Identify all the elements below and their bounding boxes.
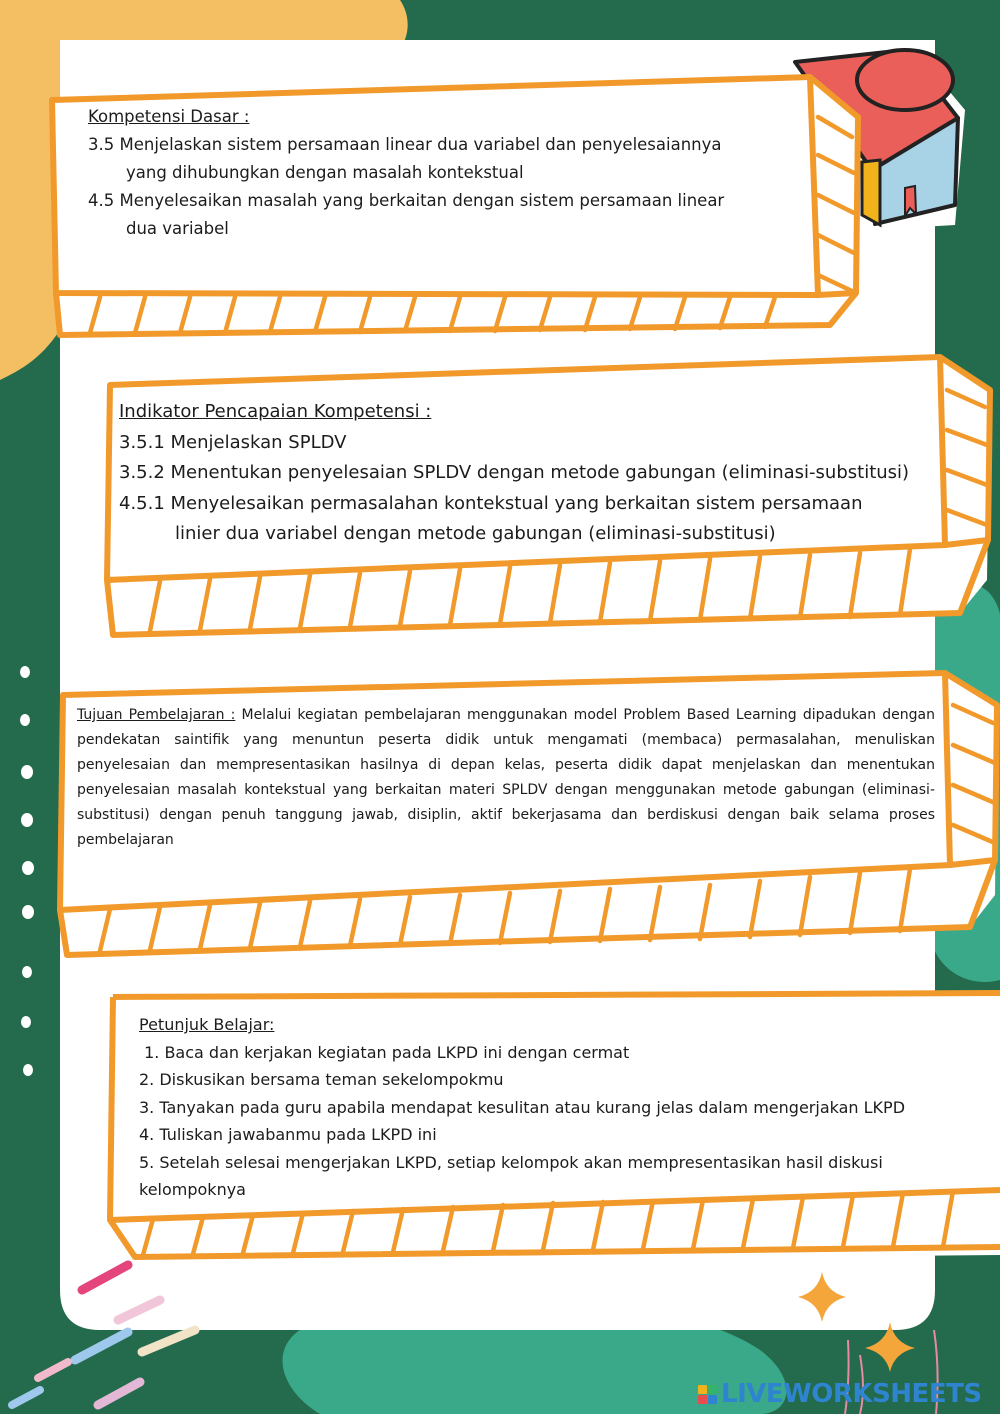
kompetensi-dasar-heading: Kompetensi Dasar :	[88, 107, 250, 126]
petunjuk-list	[139, 1039, 984, 1204]
watermark-text: LIVEWORKSHEETS	[721, 1379, 982, 1409]
tujuan-body: Melalui kegiatan pembelajaran menggunakan model Problem Based Learning dipadukan dengan pendekatan saintifik yang menuntun peserta didik untuk mengamati (membaca) permasalahan, menuliskan penyelesaian dan mempresentasikan hasilnya di depan kelas, peserta didik dapat menjelaskan dan menentukan penyelesaian masalah kontekstual yang berkaitan materi SPLDV dengan menggunakan metode gabungan (eliminasi-substitusi) dengan penuh tanggung jawab, disiplin, aktif bekerjasama dan berdiskusi dengan baik selama proses pembelajaran	[77, 707, 935, 848]
ipk-item-4-5-1-cont: linier dua variabel dengan metode gabungan (eliminasi-substitusi)	[175, 523, 776, 544]
liveworksheets-logo-icon	[698, 1385, 717, 1404]
tujuan-pembelajaran-box	[55, 665, 1000, 960]
kd-item-4-5-cont: dua variabel	[126, 219, 229, 238]
petunjuk-item-2: 2. Diskusikan bersama teman sekelompokmu	[139, 1070, 504, 1089]
petunjuk-item-5: 5. Setelah selesai mengerjakan LKPD, setiap kelompok akan mempresentasikan hasil diskusi	[139, 1152, 883, 1172]
petunjuk-belajar-box	[105, 985, 1000, 1265]
tujuan-heading: Tujuan Pembelajaran :	[77, 707, 236, 723]
kd-item-4-5: 4.5 Menyelesaikan masalah yang berkaitan dengan sistem persamaan linear	[88, 191, 725, 210]
kd-item-3-5: 3.5 Menjelaskan sistem persamaan linear dua variabel dan penyelesaiannya	[88, 135, 722, 154]
kompetensi-dasar-box	[40, 55, 870, 345]
kd-item-3-5-cont: yang dihubungkan dengan masalah kontekstual	[126, 163, 524, 182]
petunjuk-item-4: 4. Tuliskan jawabanmu pada LKPD ini	[139, 1125, 437, 1144]
petunjuk-item-3: 3. Tanyakan pada guru apabila mendapat kesulitan atau kurang jelas dalam mengerjakan LKPD	[139, 1097, 906, 1117]
petunjuk-item-1: 1. Baca dan kerjakan kegiatan pada LKPD ini dengan cermat	[139, 1042, 630, 1062]
petunjuk-item-5-cont: kelompoknya	[139, 1180, 246, 1199]
ipk-item-4-5-1: 4.5.1 Menyelesaikan permasalahan kontekstual yang berkaitan sistem persamaan	[119, 492, 863, 514]
indikator-box	[95, 345, 995, 640]
liveworksheets-watermark[interactable]	[698, 1380, 982, 1408]
ipk-item-3-5-2: 3.5.2 Menentukan penyelesaian SPLDV dengan metode gabungan (eliminasi-substitusi)	[119, 462, 910, 483]
ipk-item-3-5-1: 3.5.1 Menjelaskan SPLDV	[119, 431, 347, 453]
petunjuk-heading: Petunjuk Belajar:	[139, 1015, 275, 1034]
indikator-heading: Indikator Pencapaian Kompetensi :	[119, 401, 432, 422]
